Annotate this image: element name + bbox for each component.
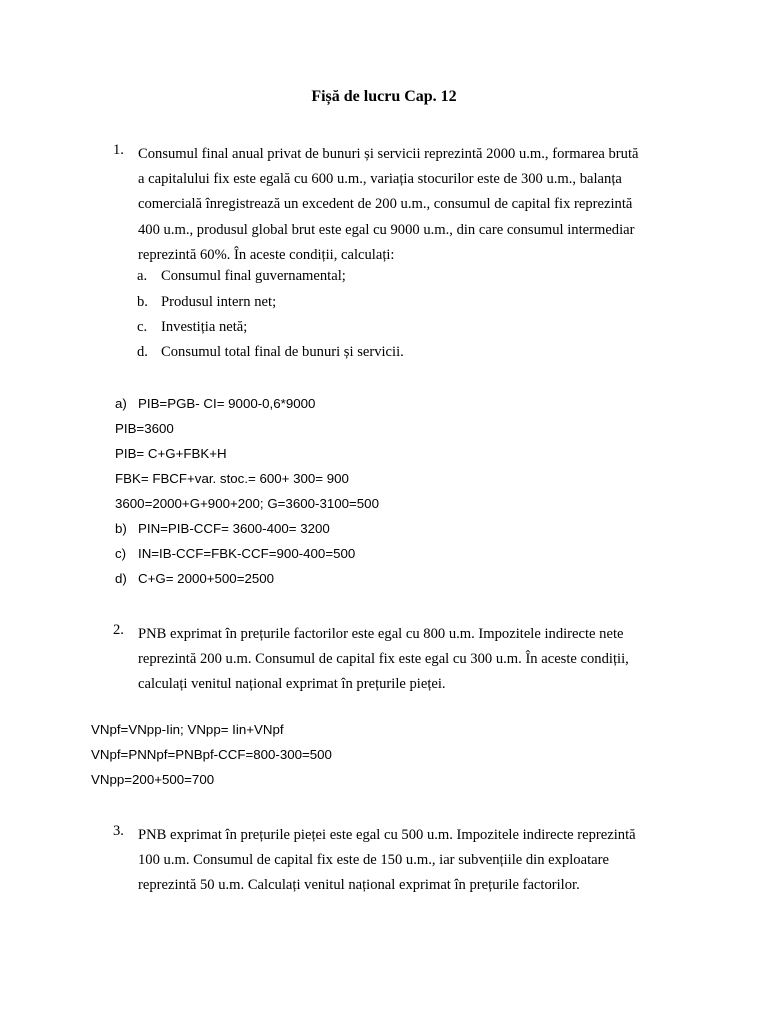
question-number: 3. — [113, 823, 124, 839]
answer-label: d) — [115, 571, 127, 586]
answer-label: b) — [115, 521, 127, 536]
option-text: Consumul total final de bunuri și servicii. — [161, 344, 404, 360]
question-line: reprezintă 60%. În aceste condiții, calculați: — [138, 246, 395, 263]
question-number: 2. — [113, 622, 124, 638]
question-line: reprezintă 200 u.m. Consumul de capital fix este egal cu 300 u.m. În aceste condiții, — [138, 651, 629, 668]
answer-line: FBK= FBCF+var. stoc.= 600+ 300= 900 — [115, 471, 349, 486]
question-text — [138, 823, 677, 899]
question-line: a capitalului fix este egală cu 600 u.m., variația stocurilor este de 300 u.m., balanța — [138, 171, 622, 188]
answer-line: PIB=3600 — [115, 421, 174, 436]
question-line: PNB exprimat în prețurile pieței este egal cu 500 u.m. Impozitele indirecte reprezintă — [138, 827, 636, 843]
page-title: Fișă de lucru Cap. 12 — [311, 88, 457, 105]
question-line: Consumul final anual privat de bunuri și servicii reprezintă 2000 u.m., formarea brută — [138, 146, 639, 162]
question-3 — [113, 823, 677, 899]
question-1 — [113, 142, 677, 268]
option-text: Produsul intern net; — [161, 294, 277, 310]
question-line: reprezintă 50 u.m. Calculați venitul național exprimat în prețurile factorilor. — [138, 877, 580, 894]
option-text: Investiția netă; — [161, 319, 248, 335]
option-label: d. — [137, 344, 148, 360]
question-line: comercială înregistrează un excedent de 200 u.m., consumul de capital fix reprezintă — [138, 196, 633, 213]
option-label: c. — [137, 319, 148, 335]
option-text: Consumul final guvernamental; — [161, 268, 346, 284]
question-text — [138, 622, 677, 698]
answer-line: C+G= 2000+500=2500 — [138, 571, 275, 586]
option-label: b. — [137, 294, 148, 310]
answer-line: PIB=PGB- CI= 9000-0,6*9000 — [138, 396, 316, 411]
question-line: 400 u.m., produsul global brut este egal cu 9000 u.m., din care consumul intermediar — [138, 221, 635, 238]
answer-line: VNpp=200+500=700 — [91, 772, 215, 787]
answer-label: c) — [115, 546, 127, 561]
answer-line: PIB= C+G+FBK+H — [115, 446, 227, 461]
question-number: 1. — [113, 142, 124, 158]
option-label: a. — [137, 268, 148, 284]
answer-line: IN=IB-CCF=FBK-CCF=900-400=500 — [138, 546, 356, 561]
question-line: calculați venitul național exprimat în prețurile pieței. — [138, 676, 446, 693]
question-line: 100 u.m. Consumul de capital fix este de 150 u.m., iar subvențiile din exploatare — [138, 852, 609, 869]
answer-line: 3600=2000+G+900+200; G=3600-3100=500 — [115, 496, 379, 511]
question-text — [138, 142, 677, 268]
answer-label: a) — [115, 396, 127, 411]
answer-line: PIN=PIB-CCF= 3600-400= 3200 — [138, 521, 330, 536]
question-2 — [113, 622, 677, 698]
answer-line: VNpf=PNNpf=PNBpf-CCF=800-300=500 — [91, 747, 332, 762]
question-line: PNB exprimat în prețurile factorilor este egal cu 800 u.m. Impozitele indirecte nete — [138, 626, 624, 642]
answer-line: VNpf=VNpp-Iin; VNpp= Iin+VNpf — [91, 722, 284, 737]
